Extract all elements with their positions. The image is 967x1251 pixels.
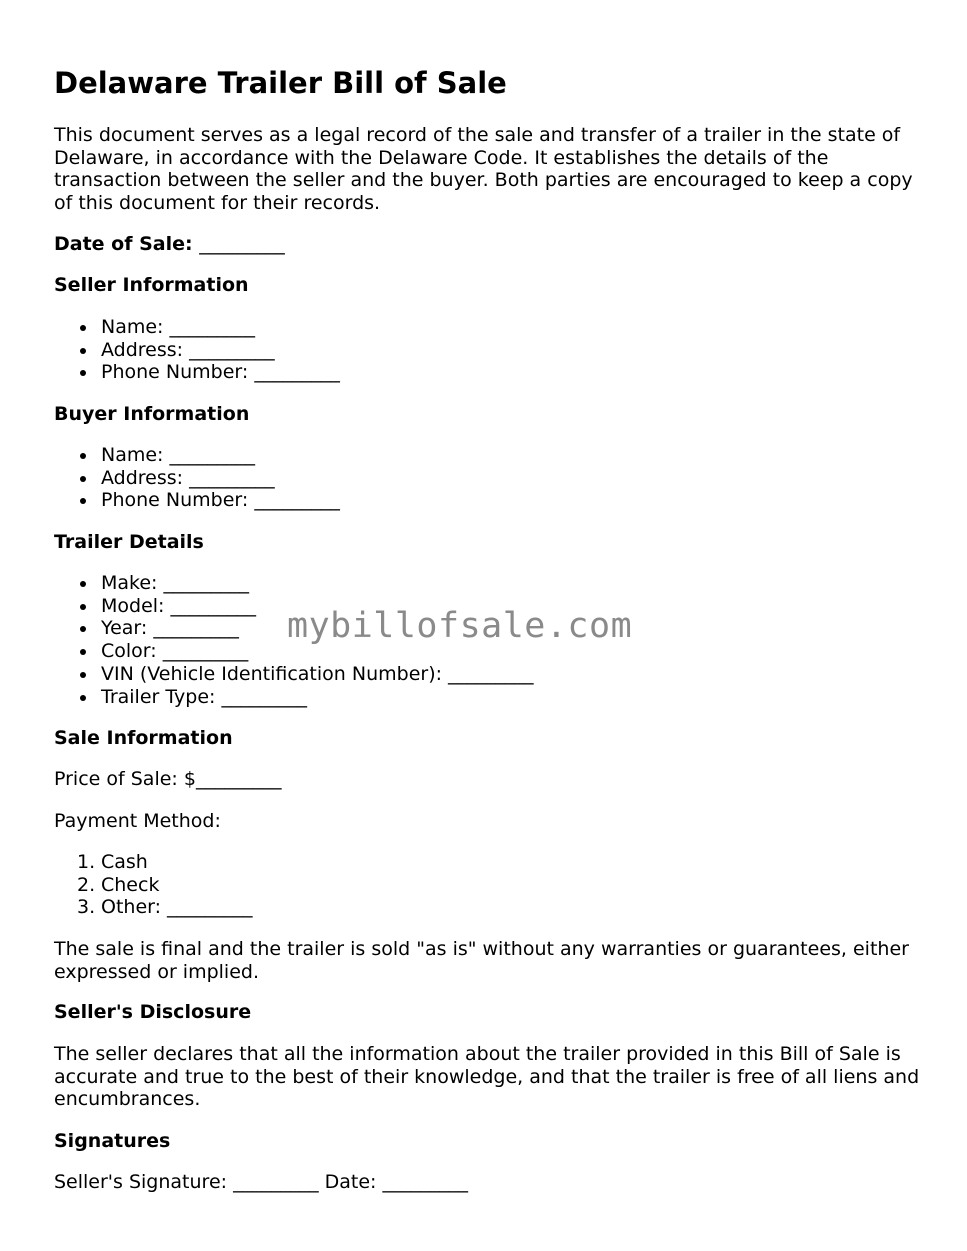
seller-heading: Seller Information	[54, 274, 249, 296]
date-of-sale-blank: _________	[199, 233, 285, 255]
list-item: Color: _________	[54, 640, 534, 663]
signatures-heading: Signatures	[54, 1130, 171, 1152]
list-item: Model: _________	[54, 595, 534, 618]
buyer-heading: Buyer Information	[54, 403, 250, 425]
seller-signature-line: Seller's Signature: _________ Date: _________	[54, 1171, 468, 1193]
list-item: Address: _________	[54, 467, 340, 490]
date-of-sale	[54, 233, 285, 256]
seller-list	[54, 316, 340, 384]
list-item: Name: _________	[54, 444, 340, 467]
list-item: Make: _________	[54, 572, 534, 595]
sale-heading: Sale Information	[54, 727, 233, 749]
intro-paragraph: This document serves as a legal record of the sale and transfer of a trailer in the state of Delaware, in accordance with the Delaware Code. It establishes the details of the transaction between the seller and the buyer. Both parties are encouraged to keep a copy of this document for their records.	[54, 124, 913, 215]
date-of-sale-label: Date of Sale:	[54, 233, 193, 255]
list-item: 1. Cash	[77, 851, 148, 873]
list-item: Name: _________	[54, 316, 340, 339]
document-title: Delaware Trailer Bill of Sale	[54, 66, 507, 100]
price-of-sale: Price of Sale: $_________	[54, 768, 282, 790]
list-item: Year: _________	[54, 617, 534, 640]
list-item: 3. Other: _________	[77, 896, 253, 919]
list-item: Phone Number: _________	[54, 361, 340, 384]
trailer-heading: Trailer Details	[54, 531, 204, 553]
list-item: Phone Number: _________	[54, 489, 340, 512]
buyer-list	[54, 444, 340, 512]
disclosure-heading: Seller's Disclosure	[54, 1001, 252, 1023]
list-item: VIN (Vehicle Identification Number): _________	[54, 663, 534, 686]
payment-options	[54, 851, 253, 919]
disclosure-paragraph: The seller declares that all the information about the trailer provided in this Bill of Sale is accurate and true to the best of their knowledge, and that the trailer is free of all liens and encumbrances.	[54, 1043, 920, 1111]
payment-method-label: Payment Method:	[54, 810, 221, 832]
list-item: Address: _________	[54, 339, 340, 362]
as-is-paragraph: The sale is final and the trailer is sold "as is" without any warranties or guarantees, either expressed or implied.	[54, 938, 909, 983]
list-item: 2. Check	[77, 873, 160, 896]
watermark: mybillofsale.com	[287, 606, 633, 646]
list-item: Trailer Type: _________	[54, 686, 534, 709]
